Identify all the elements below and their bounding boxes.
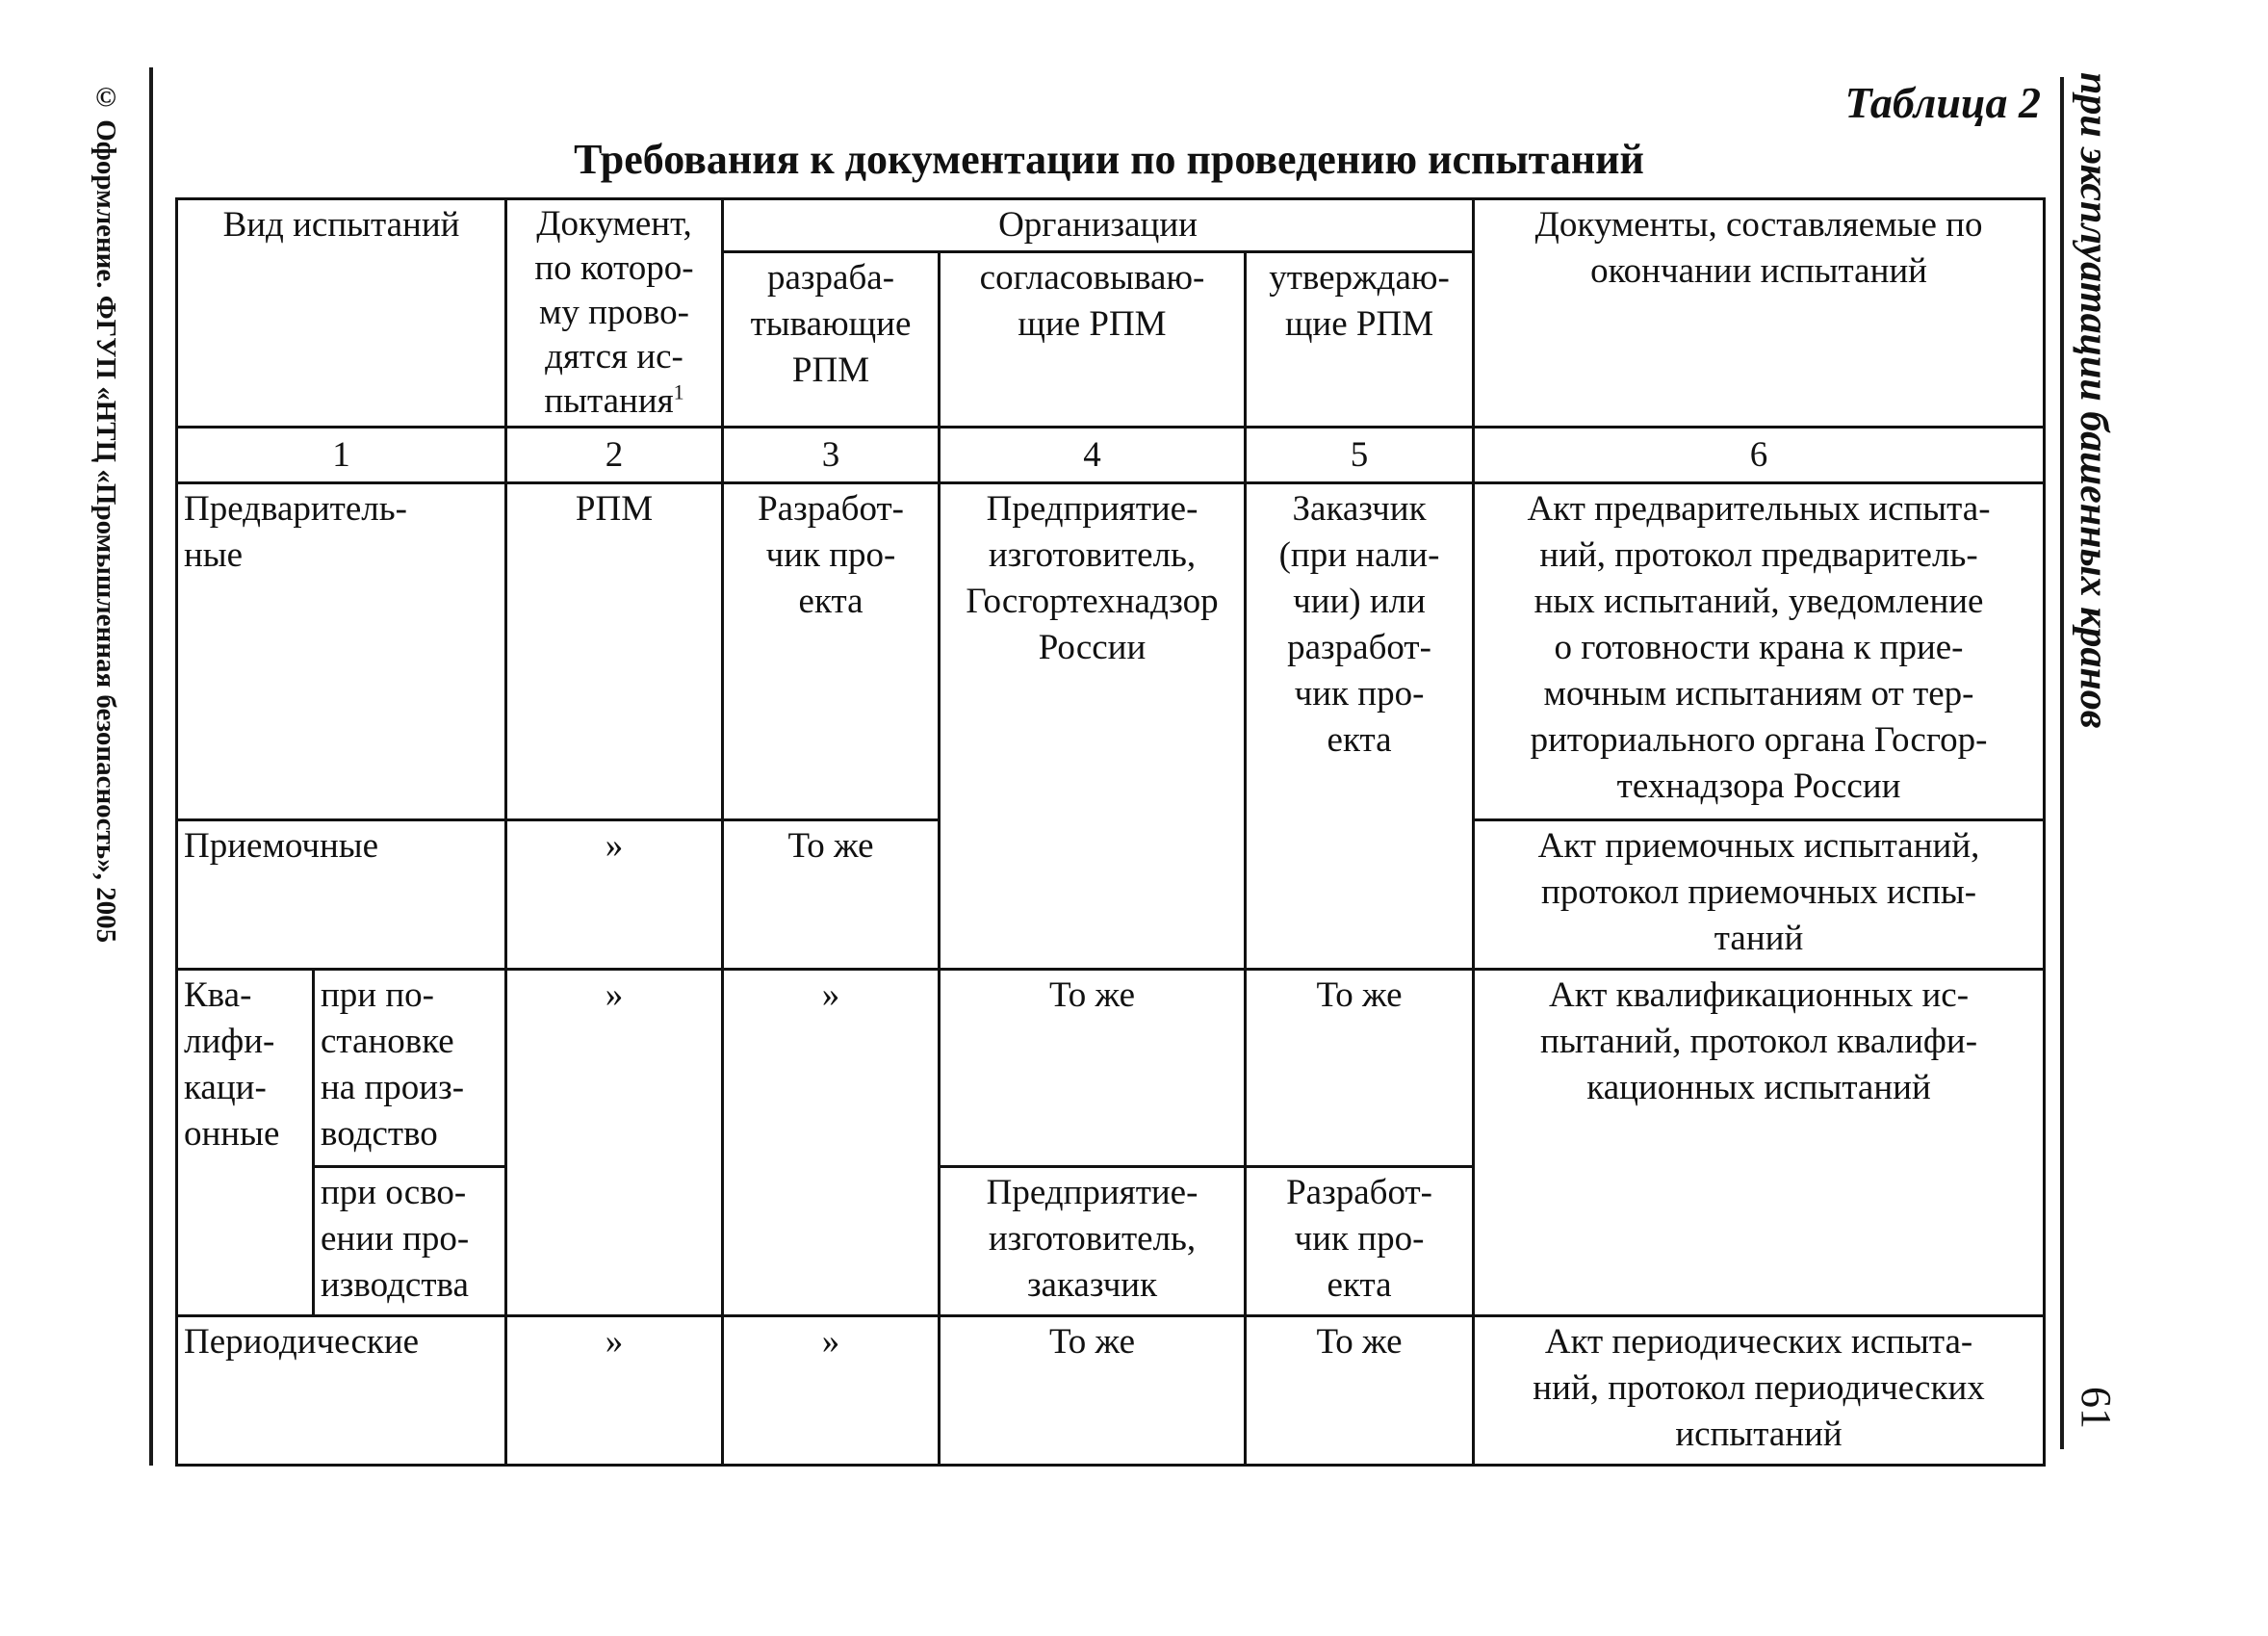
column-number-3: 3 <box>723 428 940 483</box>
developer-acceptance: То же <box>723 820 940 970</box>
confirming-qualification-2: Разработ- чик про- екта <box>1246 1167 1474 1316</box>
header-confirming: утверждаю- щие РПМ <box>1246 252 1474 428</box>
table-label: Таблица 2 <box>1844 78 2041 127</box>
result-periodic: Акт периодических испыта- ний, протокол периодических испытаний <box>1474 1316 2045 1466</box>
left-margin-rule <box>149 67 153 1466</box>
document-periodic: » <box>506 1316 723 1466</box>
approving-preliminary: Предприятие- изготовитель, Госгортехнадзор России <box>940 483 1246 970</box>
row-preliminary <box>177 483 2045 820</box>
type-preliminary: Предваритель- ные <box>177 483 506 820</box>
column-number-4: 4 <box>940 428 1246 483</box>
column-numbers-row <box>177 428 2045 483</box>
column-number-6: 6 <box>1474 428 2045 483</box>
approving-periodic: То же <box>940 1316 1246 1466</box>
document-acceptance: » <box>506 820 723 970</box>
type-qualification: Ква- лифи- каци- онные <box>177 970 314 1316</box>
header-test-type: Вид испытаний <box>177 199 506 428</box>
row-periodic <box>177 1316 2045 1466</box>
right-margin-rule <box>2060 77 2064 1449</box>
header-row-1 <box>177 199 2045 252</box>
table-title: Требования к документации по проведению испытаний <box>574 136 1644 183</box>
header-document: Документ, по которо- му прово- дятся ис- пытания$^1$ <box>506 199 723 428</box>
result-preliminary: Акт предварительных испыта- ний, протокол предваритель- ных испытаний, уведомление о готовности крана к прие- мочным испытаниям от тер- риториального органа Госгор- технадзора России <box>1474 483 2045 820</box>
approving-qualification-2: Предприятие- изготовитель, заказчик <box>940 1167 1246 1316</box>
type-acceptance: Приемочные <box>177 820 506 970</box>
result-qualification: Акт квалификационных ис- пытаний, протокол квалифи- кационных испытаний <box>1474 970 2045 1316</box>
document-preliminary: РПМ <box>506 483 723 820</box>
footnote-marker: 1 <box>673 379 684 404</box>
requirements-table <box>175 197 2046 1467</box>
confirming-preliminary: Заказчик (при нали- чии) или разработ- чик про- екта <box>1246 483 1474 970</box>
copyright-note: © Оформление. ФГУП «НТЦ «Промышленная безопасность», 2005 <box>90 82 121 944</box>
developer-periodic: » <box>723 1316 940 1466</box>
column-number-5: 5 <box>1246 428 1474 483</box>
header-developers: разраба- тывающие РПМ <box>723 252 940 428</box>
row-qualification-1 <box>177 970 2045 1167</box>
header-organizations: Организации <box>723 199 1474 252</box>
qualification-subtype-production-setup: при по- становке на произ- водство <box>314 970 506 1167</box>
result-acceptance: Акт приемочных испытаний, протокол приемочных испы- таний <box>1474 820 2045 970</box>
confirming-periodic: То же <box>1246 1316 1474 1466</box>
confirming-qualification-1: То же <box>1246 970 1474 1167</box>
type-periodic: Периодические <box>177 1316 506 1466</box>
page-number: 61 <box>2073 1387 2120 1429</box>
approving-qualification-1: То же <box>940 970 1246 1167</box>
header-approving: согласовываю- щие РПМ <box>940 252 1246 428</box>
developer-preliminary: Разработ- чик про- екта <box>723 483 940 820</box>
developer-qualification: » <box>723 970 940 1316</box>
header-documents-after: Документы, составляемые по окончании испытаний <box>1474 199 2045 428</box>
column-number-1: 1 <box>177 428 506 483</box>
document-qualification: » <box>506 970 723 1316</box>
qualification-subtype-production-mastering: при осво- ении про- изводства <box>314 1167 506 1316</box>
running-header: при эксплуатации башенных кранов <box>2072 72 2116 729</box>
column-number-2: 2 <box>506 428 723 483</box>
